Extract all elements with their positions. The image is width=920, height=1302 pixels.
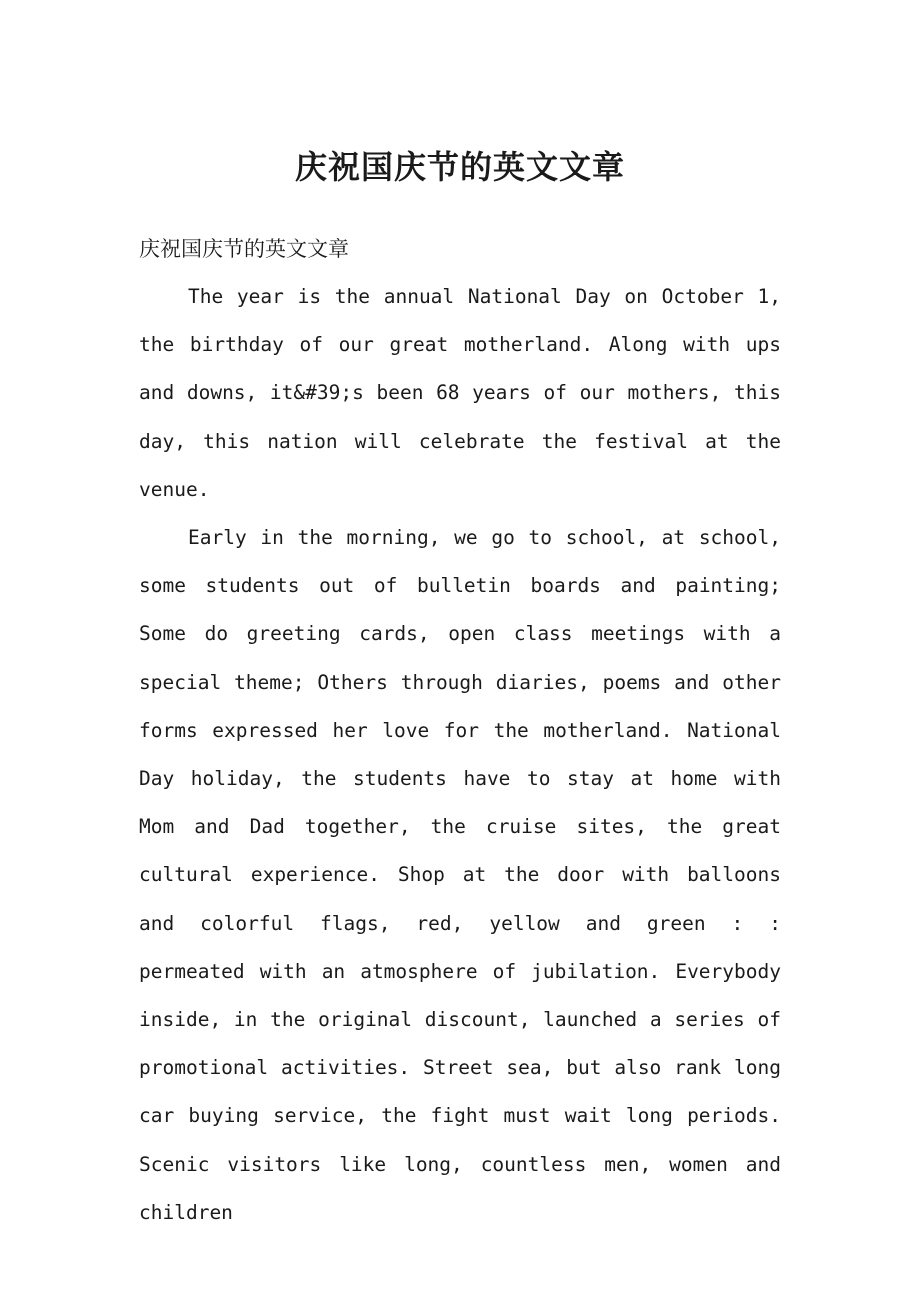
paragraph-national-day-intro: The year is the annual National Day on October 1, the birthday of our great motherland. Along with ups and downs, it&#39;s been 68 years of our mothers, this day, this nation will celebrate the festival at the venue. [139, 285, 781, 501]
document-subtitle: 庆祝国庆节的英文文章 [139, 237, 349, 261]
document-title: 庆祝国庆节的英文文章 [294, 148, 625, 186]
document-body [139, 225, 781, 1237]
paragraph-celebration-activities: Early in the morning, we go to school, at school, some students out of bulletin boards and painting; Some do greeting cards, open class meetings with a special theme; Others through diaries, poems and other forms expressed her love for the motherland. National Day holiday, the students have to stay at home with Mom and Dad together, the cruise sites, the great cultural experience. Shop at the door with balloons and colorful flags, red, yellow and green : : permeated with an atmosphere of jubilation. Everybody inside, in the original discount, launched a series of promotional activities. Street sea, but also rank long car buying service, the fight must wait long periods. Scenic visitors like long, countless men, women and children [139, 526, 781, 1224]
